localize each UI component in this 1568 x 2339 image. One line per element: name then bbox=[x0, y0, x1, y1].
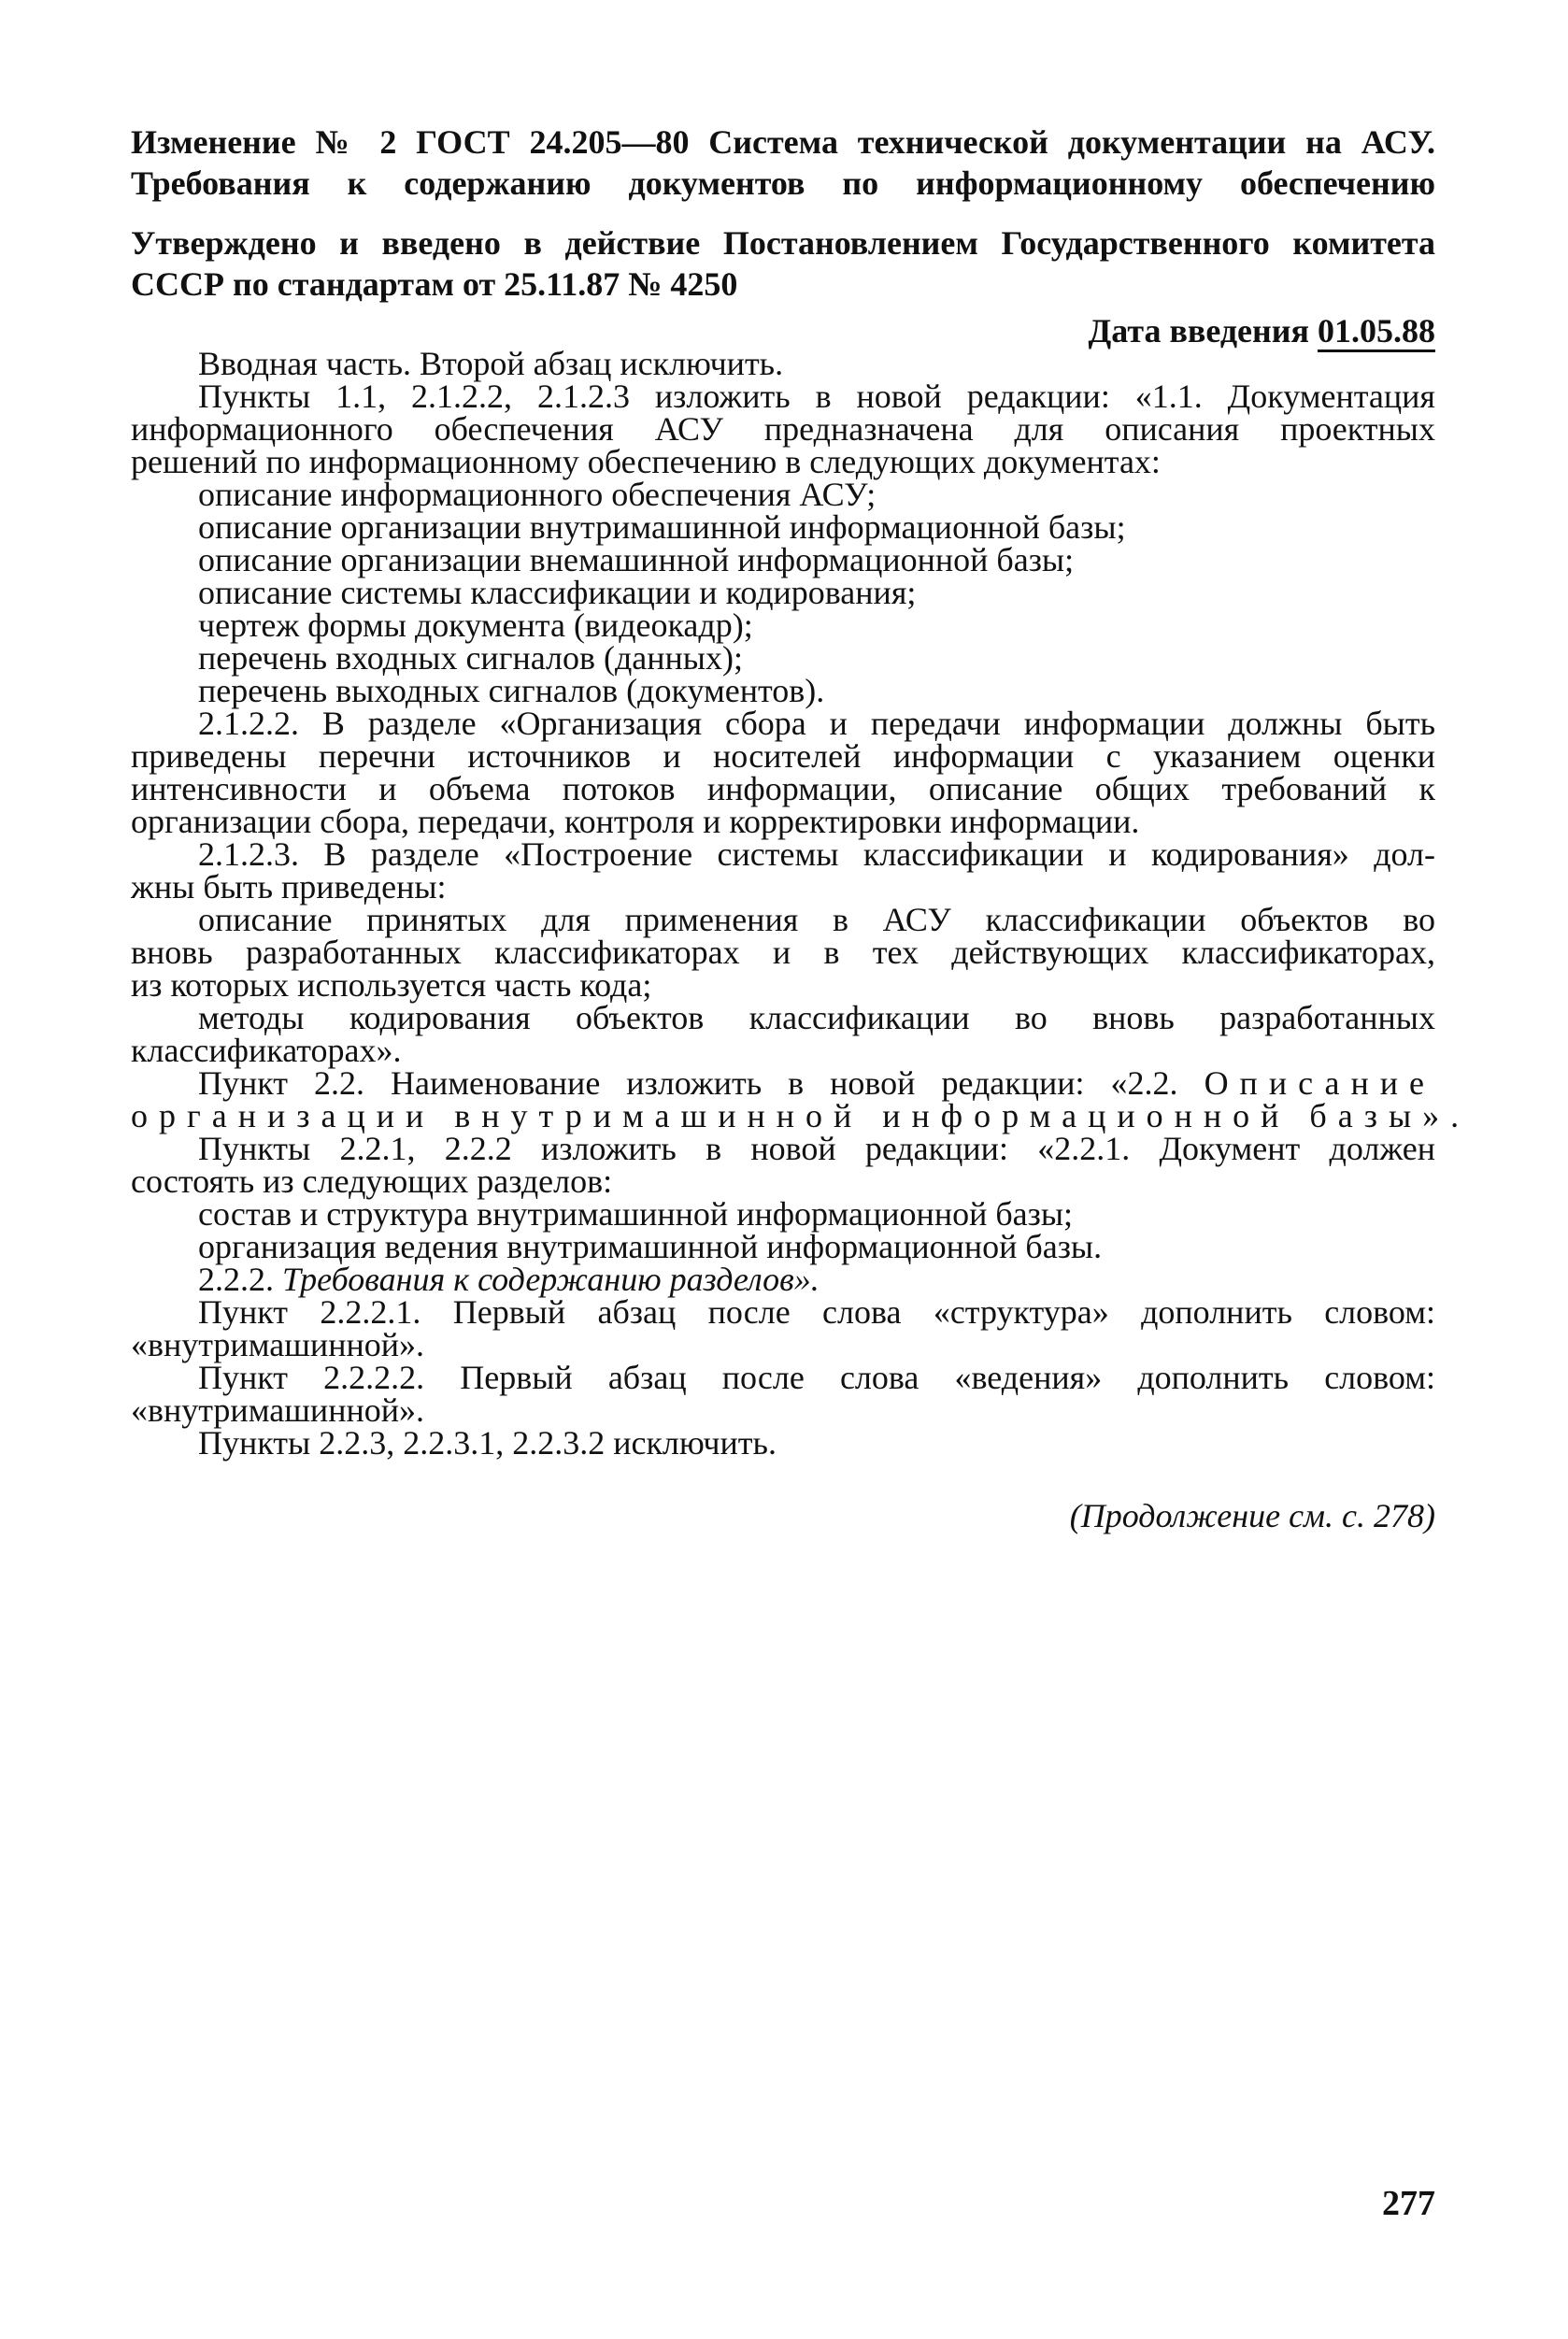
document-title bbox=[131, 121, 1439, 204]
body-line: классификаторах». bbox=[131, 1032, 402, 1069]
approval-line: Утверждено и введено в действие Постановлением Государственного комитета bbox=[131, 224, 1435, 262]
body-line: организации сбора, передачи, контроля и корректировки информации. bbox=[131, 803, 1140, 840]
body-line: описание принятых для применения в АСУ классификации объектов во bbox=[198, 901, 1435, 938]
body-line: организация ведения внутримашинной информационной базы. bbox=[198, 1228, 1103, 1265]
body-line: Пункты 1.1, 2.1.2.2, 2.1.2.3 изложить в новой редакции: «1.1. Документация bbox=[198, 378, 1435, 415]
body-line: перечень входных сигналов (данных); bbox=[198, 639, 743, 677]
body-line: жны быть приведены: bbox=[131, 868, 447, 906]
body-line: 2.1.2.2. В разделе «Организация сбора и передачи информации должны быть bbox=[198, 705, 1435, 742]
body-line bbox=[131, 1064, 1435, 1102]
page-number: 277 bbox=[1382, 2184, 1435, 2223]
body-line: Вводная часть. Второй абзац исключить. bbox=[198, 345, 784, 382]
body-line: описание системы классификации и кодирования; bbox=[198, 574, 917, 611]
body-line: информационного обеспечения АСУ предназначена для описания проектных bbox=[131, 410, 1435, 448]
intro-date-value: 01.05.88 bbox=[1318, 312, 1435, 349]
body-line: перечень выходных сигналов (документов). bbox=[198, 672, 825, 709]
continuation-note: (Продолжение см. с. 278) bbox=[1069, 1497, 1435, 1534]
body-line: вновь разработанных классификаторах и в тех действующих классификаторах, bbox=[131, 934, 1435, 971]
title-line: Требования к содержанию документов по информационному обеспечению bbox=[131, 164, 1435, 202]
body-line: решений по информационному обеспечению в следующих документах: bbox=[131, 443, 1161, 480]
body-line: Пункт 2.2.2.2. Первый абзац после слова «ведения» дополнить словом: bbox=[198, 1359, 1435, 1396]
body-line: описание информационного обеспечения АСУ; bbox=[198, 476, 877, 513]
approval-line: СССР по стандартам от 25.11.87 № 4250 bbox=[131, 265, 738, 303]
body-line: интенсивности и объема потоков информации, описание общих требований к bbox=[131, 770, 1435, 807]
document-body bbox=[131, 345, 1471, 1462]
italic-heading-part: Требования к содержанию разделов». bbox=[282, 1261, 820, 1298]
body-line: «внутримашинной». bbox=[131, 1391, 424, 1429]
body-line: состоять из следующих разделов: bbox=[131, 1162, 613, 1200]
body-line-part: Пункт 2.2. Наименование изложить в новой редакции: «2.2. bbox=[198, 1064, 1178, 1102]
body-line bbox=[131, 1263, 1435, 1296]
body-line: методы кодирования объектов классификации во вновь разработанных bbox=[198, 999, 1435, 1036]
intro-date-label: Дата введения bbox=[1088, 312, 1309, 349]
body-line: состав и структура внутримашинной информационной базы; bbox=[198, 1195, 1074, 1233]
body-line: чертеж формы документа (видеокадр); bbox=[198, 606, 753, 644]
approval-statement bbox=[131, 222, 1439, 305]
body-line: описание организации внутримашинной информационной базы; bbox=[198, 508, 1126, 546]
body-line: Пункты 2.2.3, 2.2.3.1, 2.2.3.2 исключить. bbox=[198, 1424, 777, 1462]
body-line: «внутримашинной». bbox=[131, 1326, 424, 1363]
body-line: 2.1.2.3. В разделе «Построение системы классификации и кодирования» дол- bbox=[198, 835, 1435, 873]
body-line: описание организации внемашинной информационной базы; bbox=[198, 541, 1075, 578]
spaced-heading-line: организации внутримашинной информационной базы». bbox=[131, 1097, 1471, 1134]
body-line-part: 2.2.2. bbox=[198, 1261, 274, 1298]
spaced-heading-part: Описание bbox=[1204, 1064, 1435, 1102]
title-line: Изменение № 2 ГОСТ 24.205—80 Система технической документации на АСУ. bbox=[131, 123, 1435, 161]
body-line: Пункты 2.2.1, 2.2.2 изложить в новой редакции: «2.2.1. Документ должен bbox=[198, 1130, 1435, 1167]
body-line: из которых используется часть кода; bbox=[131, 966, 652, 1004]
body-line: приведены перечни источников и носителей информации с указанием оценки bbox=[131, 737, 1435, 775]
body-line: Пункт 2.2.2.1. Первый абзац после слова «структура» дополнить словом: bbox=[198, 1293, 1435, 1331]
document-header bbox=[131, 121, 1439, 351]
